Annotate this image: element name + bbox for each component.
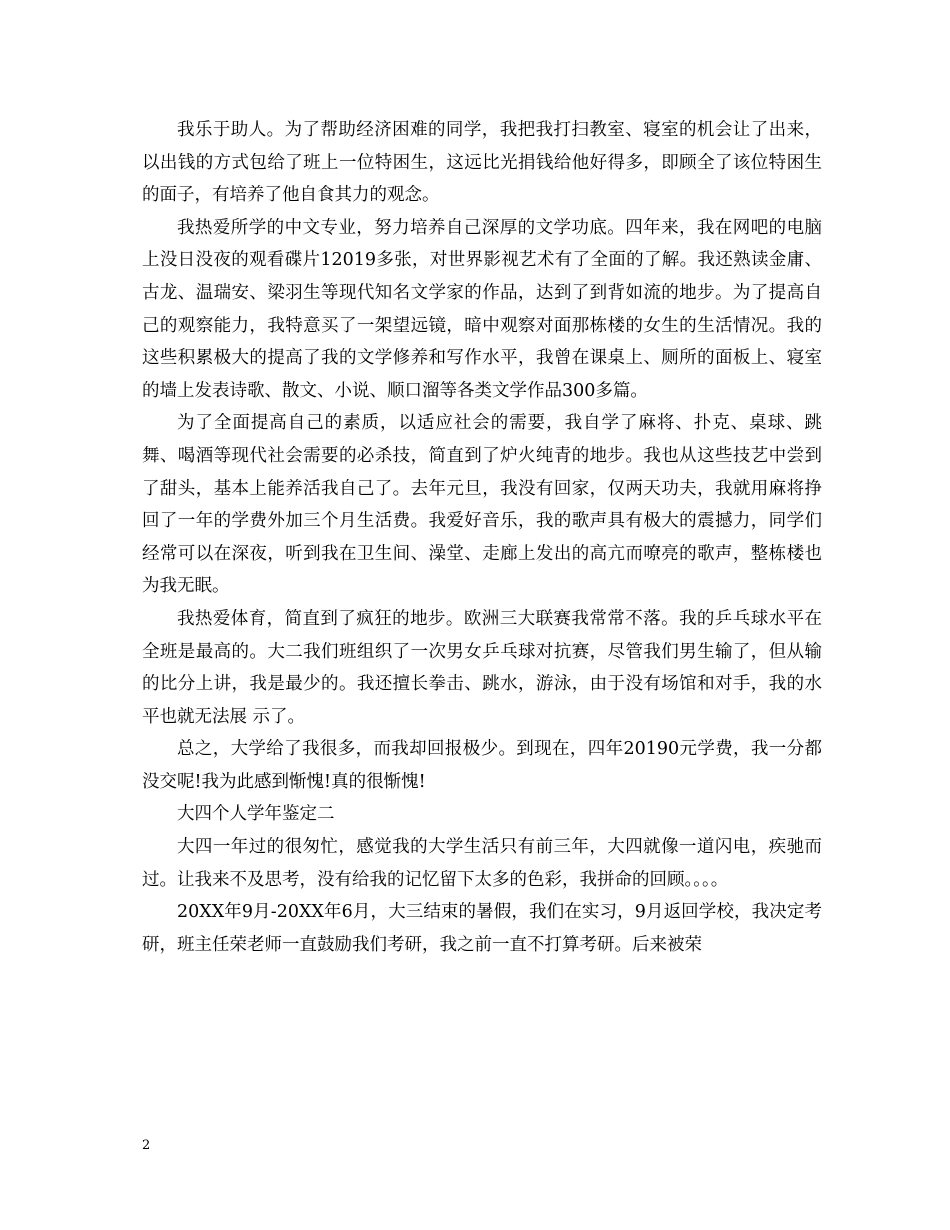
body-text bbox=[142, 114, 822, 961]
section-heading: 大四个人学年鉴定二 bbox=[177, 804, 335, 825]
paragraph-sports: 我热爱体育，简直到了疯狂的地步。欧洲三大联赛我常常不落。我的乒乓球水平在全班是最高的。大二我们班组织了一次男女乒乓球对抗赛，尽管我们男生输了，但从输的比分上讲，我是最少的。我还擅长拳击、跳水，游泳，由于没有场馆和对手，我的水平也就无法展 示了。 bbox=[142, 608, 822, 727]
page-number: 2 bbox=[142, 1138, 151, 1153]
paragraph-self-improvement: 为了全面提高自己的素质，以适应社会的需要，我自学了麻将、扑克、桌球、跳舞、喝酒等现代社会需要的必杀技，简直到了炉火纯青的地步。我也从这些技艺中尝到了甜头，基本上能养活我自己了。去年元旦，我没有回家，仅两天功夫，我就用麻将挣回了一年的学费外加三个月生活费。我爱好音乐，我的歌声具有极大的震撼力，同学们经常可以在深夜，听到我在卫生间、澡堂、走廊上发出的高亢而嘹亮的歌声，整栋楼也为我无眠。 bbox=[142, 413, 822, 597]
paragraph-helping-others: 我乐于助人。为了帮助经济困难的同学，我把我打扫教室、寝室的机会让了出来，以出钱的方式包给了班上一位特困生，这远比光捐钱给他好得多，即顾全了该位特困生的面子，有培养了他自食其力的观念。 bbox=[142, 120, 822, 206]
paragraph-chinese-major: 我热爱所学的中文专业，努力培养自己深厚的文学功底。四年来，我在网吧的电脑上没日没夜的观看碟片12019多张，对世界影视艺术有了全面的了解。我还熟读金庸、古龙、温瑞安、梁羽生等现代知名文学家的作品，达到了到背如流的地步。为了提高自己的观察能力，我特意买了一架望远镜，暗中观察对面那栋楼的女生的生活情况。我的这些积累极大的提高了我的文学修养和写作水平，我曾在课桌上、厕所的面板上、寝室的墙上发表诗歌、散文、小说、顺口溜等各类文学作品300多篇。 bbox=[142, 217, 822, 401]
paragraph-senior-year: 大四一年过的很匆忙，感觉我的大学生活只有前三年，大四就像一道闪电，疾驰而过。让我来不及思考，没有给我的记忆留下太多的色彩，我拼命的回顾。。。。 bbox=[142, 837, 822, 890]
paragraph-graduate-exam: 20XX年9月-20XX年6月，大三结束的暑假，我们在实习，9月返回学校，我决定考研，班主任荣老师一直鼓励我们考研，我之前一直不打算考研。后来被荣 bbox=[142, 902, 822, 955]
paragraph-conclusion: 总之，大学给了我很多，而我却回报极少。到现在，四年20190元学费，我一分都没交呢!我为此感到惭愧!真的很惭愧! bbox=[142, 739, 822, 792]
